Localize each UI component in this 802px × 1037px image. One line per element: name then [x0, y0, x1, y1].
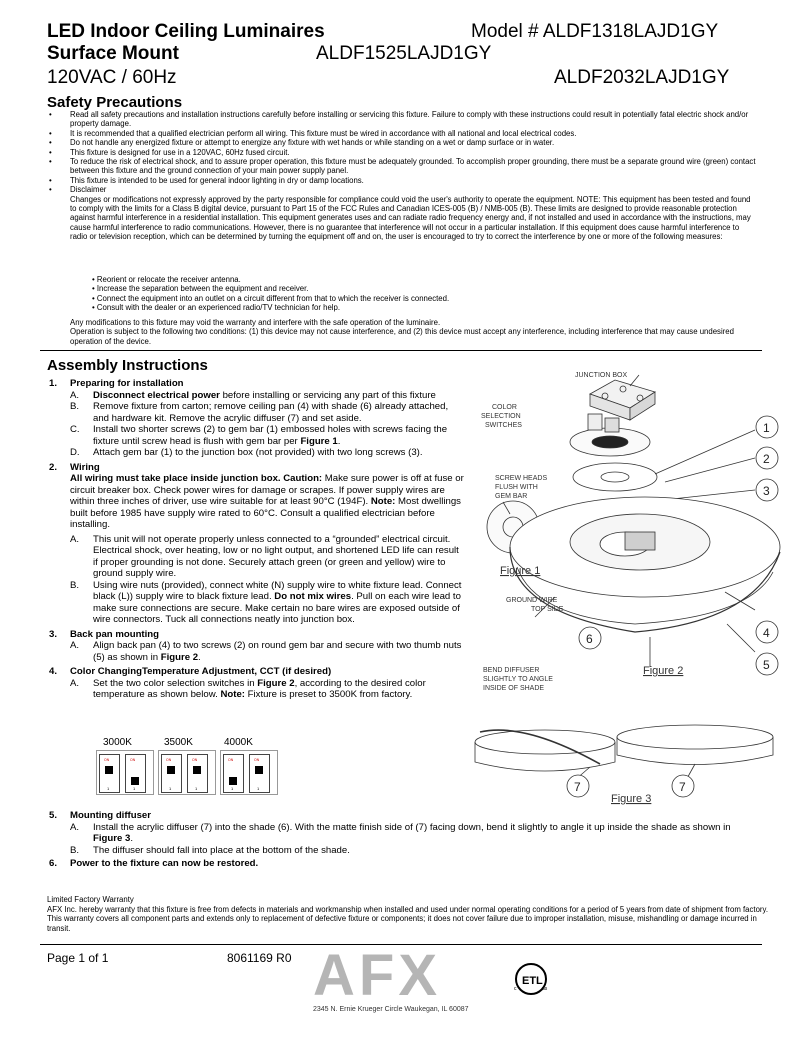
letter: B.	[70, 844, 80, 856]
switch-knob	[229, 777, 237, 785]
text: Remove fixture from carton; remove ceiling pan (4) with shade (6) already attached, and hardware kit. Remove the acrylic diffuser (7) and set aside.	[93, 401, 449, 424]
switch-knob	[255, 766, 263, 774]
switch-knob	[167, 766, 175, 774]
title-line-1: LED Indoor Ceiling Luminaires	[47, 21, 325, 42]
company-address: 2345 N. Ernie Krueger Circle Waukegan, IL 60087	[313, 1006, 469, 1013]
switch-number: 1	[169, 786, 172, 791]
bold-text: Figure 1	[300, 435, 338, 447]
switch-on-label: ON	[166, 758, 172, 762]
model-line-1: Model # ALDF1318LAJD1GY	[471, 21, 719, 42]
letter: C.	[70, 424, 80, 435]
etl-cert-mark	[512, 960, 550, 998]
step-3	[47, 629, 465, 664]
bend-label-2: SLIGHTLY TO ANGLE	[483, 676, 553, 683]
color-sel-label-2: SELECTION	[481, 413, 521, 420]
assembly-figures	[465, 362, 785, 812]
document-number: 8061169 R0	[227, 951, 292, 965]
callout-4-label: 4	[763, 626, 770, 640]
step-number: 5.	[49, 810, 58, 821]
step-title: Mounting diffuser	[70, 810, 151, 821]
step-2-intro	[70, 473, 465, 531]
figure-1-caption: Figure 1	[500, 565, 541, 577]
step-title: Color ChangingTemperature Adjustment, CCT (if desired)	[70, 666, 332, 677]
bend-label-1: BEND DIFFUSER	[483, 667, 540, 674]
switch-knob	[193, 766, 201, 774]
switch-2	[125, 754, 146, 793]
text: .	[337, 435, 341, 447]
letter: B.	[70, 401, 80, 412]
callout-3-label: 3	[763, 484, 770, 498]
text: Attach gem bar (1) to the junction box (not provided) with two long screws (3).	[93, 447, 423, 458]
switch-1	[99, 754, 120, 793]
step-1d	[70, 447, 465, 459]
bold-text: Note:	[220, 689, 245, 700]
screw-label-2: FLUSH WITH	[495, 484, 538, 491]
text: This unit will not operate properly unless connected to a “grounded” electrical circuit. Electrical shock, over heating, low or no light output, and shortened LED life can result if proper grounding is not done. Securely attach green (or green and yellow) wire to ground supply wire.	[93, 533, 459, 579]
bold-text: Figure 2	[160, 651, 199, 663]
switch-on-label: ON	[104, 758, 110, 762]
safety-item-disclaimer	[47, 185, 757, 241]
callout-7a-label: 7	[574, 780, 581, 794]
letter: A.	[70, 821, 80, 833]
color-sel-label-1: COLOR	[492, 404, 517, 411]
closing-1: Any modifications to this fixture may void the warranty and interfere with the safe operation of the luminaire.	[70, 318, 441, 327]
switch-number: 1	[231, 786, 234, 791]
text: Make sure power is off at fuse or circuit breaker box. Check power wires for damage or scrapes. If power supply wires are within three inches of driver, use wire suitable for at least 90°C (194F).	[70, 473, 464, 507]
switch-number: 1	[133, 786, 136, 791]
text: Fixture is preset to 3500K from factory.	[244, 689, 413, 700]
cct-label-3000: 3000K	[103, 737, 132, 748]
text: .	[198, 651, 201, 663]
step-title: Back pan mounting	[70, 628, 160, 640]
step-number: 4.	[49, 666, 58, 677]
model-line-3: ALDF2032LAJD1GY	[554, 67, 730, 88]
bold-text: Note:	[370, 496, 396, 507]
switch-number: 1	[195, 786, 198, 791]
afx-logo	[313, 943, 508, 1008]
step-4	[47, 666, 465, 701]
color-sel-label-3: SWITCHES	[485, 422, 522, 429]
warranty	[47, 895, 777, 933]
letter: B.	[70, 579, 80, 591]
step-2	[47, 462, 465, 626]
bold-text: All wiring must take place inside junction box. Caution:	[70, 473, 323, 484]
switch-on-label: ON	[192, 758, 198, 762]
safety-item: • To reduce the risk of electrical shock, and to assure proper operation, this fixture must be adequately grounded. To accomplish proper grounding, there must be a separate ground wire (green) contact between this fixture and the ground connection of your main power supply panel.	[47, 157, 757, 176]
callout-5-label: 5	[763, 658, 770, 672]
text: Using wire nuts (provided), connect white (N) supply wire to white fixture lead. Connect black (L)) supply wire to black fixture lead.	[93, 579, 462, 602]
divider	[40, 350, 762, 351]
letter: A.	[70, 677, 80, 689]
step-title: Preparing for installation	[70, 378, 184, 389]
switch-knob	[131, 777, 139, 785]
etl-cert-c: c	[514, 986, 517, 992]
step-3a	[70, 640, 465, 663]
measures-list	[92, 275, 449, 313]
switch-number: 1	[257, 786, 260, 791]
text: . Pull on each wire lead to make sure connections are secure. Make certain no bare wires are exposed outside of wire connectors. Tuck all connections neatly into junction box.	[93, 591, 461, 625]
measure-item: • Increase the separation between the equipment and receiver.	[92, 284, 309, 294]
switch-2	[249, 754, 270, 793]
cct-label-3500: 3500K	[164, 737, 193, 748]
switch-on-label: ON	[254, 758, 260, 762]
fixture-shade-drawing	[510, 497, 780, 667]
text: before installing or servicing any part of this fixture	[219, 389, 436, 401]
step-1	[47, 378, 465, 459]
step-number: 3.	[49, 628, 58, 640]
assembly-steps-lower	[47, 810, 757, 870]
step-title: Power to the fixture can now be restored.	[70, 858, 259, 869]
step-1a	[70, 390, 465, 402]
safety-item: • It is recommended that a qualified electrician perform all wiring. This fixture must be wired in accordance with all national and local electrical codes.	[47, 129, 757, 138]
etl-cert-text: ETL	[522, 975, 543, 987]
screw-label-1: SCREW HEADS	[495, 475, 548, 482]
step-2b	[70, 580, 465, 626]
figure-2-caption: Figure 2	[643, 665, 684, 677]
step-6	[47, 858, 757, 870]
callout-2-label: 2	[763, 452, 770, 466]
text: .	[130, 833, 133, 844]
measure-item: • Reorient or relocate the receiver antenna.	[92, 275, 241, 284]
measure-item: • Connect the equipment into an outlet on a circuit different from that to which the receiver is connected.	[92, 293, 450, 303]
text: Install the acrylic diffuser (7) into the shade (6). With the matte finish side of (7) facing down, bend it slightly to angle it up inside the shade as shown in	[93, 821, 731, 833]
callout-6-label: 6	[586, 632, 593, 646]
page-number: Page 1 of 1	[47, 951, 109, 965]
step-1b	[70, 401, 465, 424]
bold-text: Figure 3	[93, 833, 131, 844]
ground-label-2: TOP SIDE	[531, 606, 564, 613]
switch-knob	[105, 766, 113, 774]
safety-item: • This fixture is intended to be used for general indoor lighting in dry or damp locations.	[47, 176, 757, 185]
disclaimer-heading: • Disclaimer	[70, 185, 107, 195]
safety-closing	[70, 318, 760, 346]
cct-switches	[92, 737, 272, 807]
warranty-title: Limited Factory Warranty	[47, 895, 134, 904]
afx-logo-text: AFX	[313, 943, 441, 1008]
switch-1	[223, 754, 244, 793]
title-line-2: Surface Mount	[47, 43, 179, 64]
cct-label-4000: 4000K	[224, 737, 253, 748]
closing-2: Operation is subject to the following two conditions: (1) this device may not cause interference, and (2) this device must accept any interference, including interference that may cause undesired operation of the device.	[70, 327, 734, 346]
step-1c	[70, 424, 465, 447]
letter: D.	[70, 447, 80, 458]
callout-1-label: 1	[763, 421, 770, 435]
bold-text: Do not mix wires	[274, 591, 352, 602]
ground-label-1: GROUND WIRE	[506, 597, 558, 604]
letter: A.	[70, 389, 80, 401]
assembly-steps	[47, 378, 465, 701]
title-line-3: 120VAC / 60Hz	[47, 67, 177, 88]
text: Most dwellings built before 1985 have supply wire rated to 60°C. Consult a qualified electrician before installing.	[70, 496, 461, 530]
step-title: Wiring	[70, 461, 100, 473]
safety-item: • Do not handle any energized fixture or attempt to energize any fixture with wet hands or while standing on a wet or damp surface or in water.	[47, 138, 757, 147]
model-line-2: ALDF1525LAJD1GY	[316, 43, 492, 64]
safety-list	[47, 110, 757, 242]
text: , according to the desired color temperature as shown below.	[93, 677, 426, 700]
switch-number: 1	[107, 786, 110, 791]
screw-label-3: GEM BAR	[495, 493, 528, 500]
step-2a	[70, 534, 465, 580]
step-4a	[70, 678, 465, 701]
etl-cert-icon	[512, 960, 550, 998]
bold-text: Figure 2	[257, 677, 295, 689]
step-number: 1.	[49, 378, 58, 389]
text: Install two shorter screws (2) to gem bar (1) embossed holes with screws facing the fixture until screw head is flush with gem bar per	[93, 424, 448, 447]
figure-3-caption: Figure 3	[611, 793, 652, 805]
safety-title: Safety Precautions	[47, 94, 183, 111]
step-5b	[70, 845, 757, 857]
safety-item: • Read all safety precautions and installation instructions carefully before installing or servicing this fixture. Failure to comply with these instructions could result in potentially fatal electric shock and/or property damage.	[47, 110, 757, 129]
step-5a	[70, 822, 757, 845]
measure-item: • Consult with the dealer or an experienced radio/TV technician for help.	[92, 303, 341, 313]
warranty-text: AFX Inc. hereby warranty that this fixture is free from defects in materials and workmanship when installed and used under normal operating conditions for a period of 5 years from date of shipment from factory. This warranty covers all component parts and extends only to replacement of defective fixture or components; it does not cover failure due to improper installation, misuse, mishandling or damage incurred in transit.	[47, 904, 768, 933]
letter: A.	[70, 533, 80, 545]
text: Set the two color selection switches in	[93, 677, 258, 689]
text: Align back pan (4) to two screws (2) on round gem bar and secure with two thumb nuts (5) as shown in	[93, 640, 462, 663]
bend-label-3: INSIDE OF SHADE	[483, 685, 545, 692]
switch-1	[161, 754, 182, 793]
text: The diffuser should fall into place at the bottom of the shade.	[93, 844, 350, 856]
switch-on-label: ON	[228, 758, 234, 762]
step-number: 6.	[49, 858, 58, 869]
callout-7b-label: 7	[679, 780, 686, 794]
figure-3-drawing	[475, 725, 773, 782]
etl-cert-us: us	[542, 986, 548, 992]
assembly-title: Assembly Instructions	[47, 357, 208, 374]
safety-item: • This fixture is designed for use in a 120VAC, 60Hz fused circuit.	[47, 148, 757, 157]
step-5	[47, 810, 757, 856]
switch-2	[187, 754, 208, 793]
disclaimer-text: Changes or modifications not expressly approved by the party responsible for compliance could void the user's authority to operate the equipment. NOTE: This equipment has been tested and found to comply with the limits for a Class B digital device, pursuant to Part 15 of the FCC Rules and Canadian ICES-005 (B) / NMB-005 (B). These limits are designed to provide reasonable protection against harmful interference in a residential installation. This equipment generates uses and can radiate radio frequency energy and, if not installed and used in accordance with the instructions, may cause harmful interference to radio communications. However, there is no guarantee that interference will not occur in a particular installation. If this equipment does cause harmful interference to radio or television reception, which can be determined by turning the equipment off and on, the user is encouraged to try to correct the interference by one or more of the following measures:	[70, 194, 751, 242]
switch-on-label: ON	[130, 758, 136, 762]
junction-box-drawing	[590, 375, 655, 420]
step-number: 2.	[49, 461, 58, 473]
bold-text: Disconnect electrical power	[93, 389, 220, 401]
letter: A.	[70, 640, 80, 651]
junction-box-label: JUNCTION BOX	[575, 372, 628, 379]
gem-bar-drawing	[570, 414, 755, 500]
